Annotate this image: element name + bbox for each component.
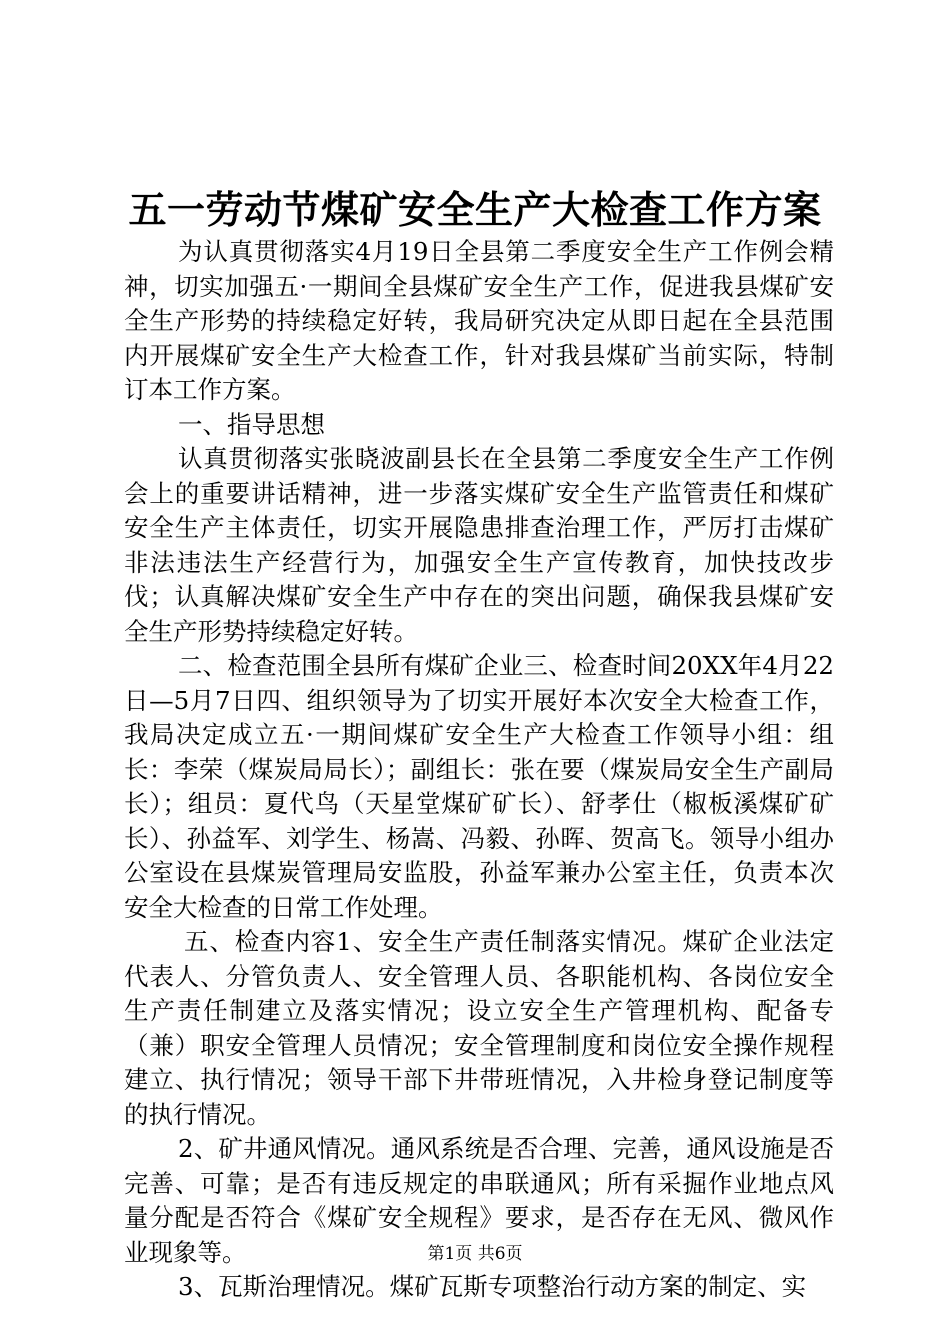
paragraph-guiding-thought: 认真贯彻落实张晓波副县长在全县第二季度安全生产工作例会上的重要讲话精神，进一步落实煤矿安全生产监管责任和煤矿安全生产主体责任，切实开展隐患排查治理工作，严厉打击煤矿非法违法生产经营行为，加强安全生产宣传教育，加快技改步伐；认真解决煤矿安全生产中存在的突出问题，确保我县煤矿安全生产形势持续稳定好转。	[124, 444, 834, 646]
document-body	[124, 235, 834, 1305]
paragraph-scope-time-organization: 二、检查范围全县所有煤矿企业三、检查时间20XX年4月22日—5月7日四、组织领导为了切实开展好本次安全大检查工作，我局决定成立五·一期间煤矿安全生产大检查工作领导小组：组长：李荣（煤炭局局长）；副组长：张在要（煤炭局安全生产副局长）；组员：夏代鸟（天星堂煤矿矿长）、舒孝仕（椒板溪煤矿矿长）、孙益军、刘学生、杨嵩、冯毅、孙晖、贺高飞。领导小组办公室设在县煤炭管理局安监股，孙益军兼办公室主任，负责本次安全大检查的日常工作处理。	[124, 651, 834, 922]
page-footer: 第1页 共6页	[427, 1244, 523, 1264]
paragraph-ventilation: 2、矿井通风情况。通风系统是否合理、完善，通风设施是否完善、可靠；是否有违反规定的串联通风；所有采掘作业地点风量分配是否符合《煤矿安全规程》要求，是否存在无风、微风作业现象等。	[124, 1134, 834, 1267]
paragraph-intro: 为认真贯彻落实4月19日全县第二季度安全生产工作例会精神，切实加强五·一期间全县煤矿安全生产工作，促进我县煤矿安全生产形势的持续稳定好转，我局研究决定从即日起在全县范围内开展煤矿安全生产大检查工作，针对我县煤矿当前实际，特制订本工作方案。	[124, 237, 834, 404]
document-title: 五一劳动节煤矿安全生产大检查工作方案	[128, 187, 822, 232]
paragraph-gas-control: 3、瓦斯治理情况。煤矿瓦斯专项整治行动方案的制定、实	[178, 1272, 807, 1301]
paragraph-inspection-content: 五、检查内容1、安全生产责任制落实情况。煤矿企业法定代表人、分管负责人、安全管理人员、各职能机构、各岗位安全生产责任制建立及落实情况；设立安全生产管理机构、配备专（兼）职安全管理人员情况；安全管理制度和岗位安全操作规程建立、执行情况；领导干部下井带班情况，入井检身登记制度等的执行情况。	[124, 927, 834, 1129]
heading-guiding-thought: 一、指导思想	[178, 409, 325, 439]
